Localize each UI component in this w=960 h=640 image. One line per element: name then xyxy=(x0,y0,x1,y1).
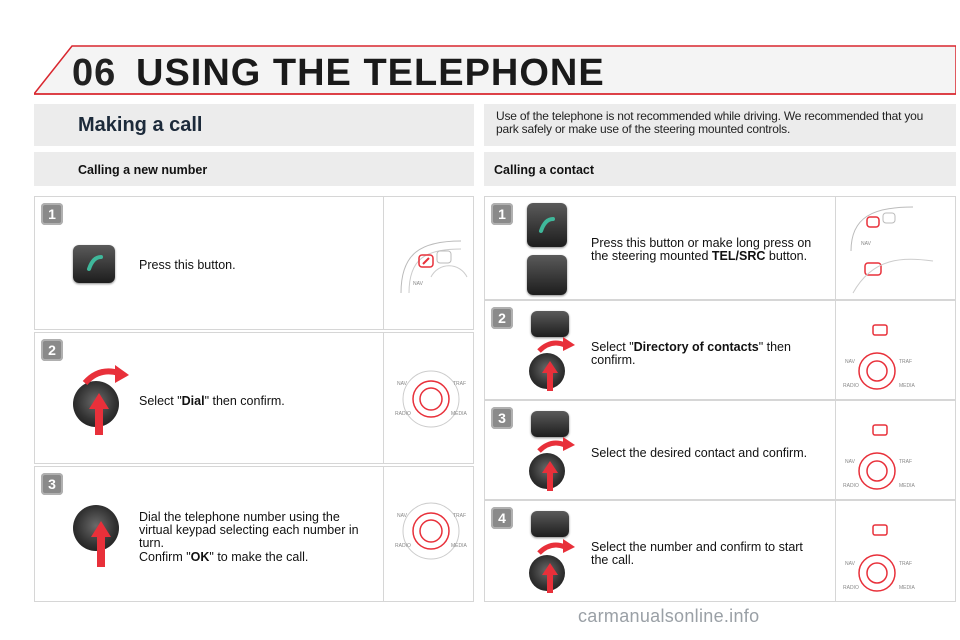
svg-text:TRAF: TRAF xyxy=(899,359,913,365)
rotary-dial-diagram-icon xyxy=(391,363,471,435)
svg-text:MEDIA: MEDIA xyxy=(899,383,915,389)
subsection-title-contact: Calling a contact xyxy=(494,163,595,177)
svg-text:MEDIA: MEDIA xyxy=(899,585,915,591)
left-step-3-panel xyxy=(34,466,474,602)
svg-text:TRAF: TRAF xyxy=(453,381,467,387)
svg-text:TRAF: TRAF xyxy=(899,459,913,465)
confirm-arrow-icon xyxy=(533,337,579,393)
rotary-dial-diagram-icon xyxy=(843,305,953,399)
left-step-1-panel xyxy=(34,196,474,330)
safety-notice: Use of the telephone is not recommended while driving. We recommended that you park safely or make use of the steering mounted controls. xyxy=(496,109,924,136)
chapter-number: 06 xyxy=(72,52,117,94)
step-text: Press this button. xyxy=(139,258,236,272)
confirm-arrow-icon xyxy=(533,539,579,597)
right-step-1-panel xyxy=(484,196,956,300)
svg-text:NAV: NAV xyxy=(861,241,871,247)
phone-button-icon xyxy=(73,245,115,283)
step-text: Select "Dial" then confirm. xyxy=(139,394,285,408)
svg-text:NAV: NAV xyxy=(845,561,855,567)
rotary-dial-diagram-icon xyxy=(391,495,471,567)
step-number: 3 xyxy=(41,473,63,495)
step-number: 3 xyxy=(491,407,513,429)
phone-button-icon xyxy=(527,203,567,247)
svg-text:NAV: NAV xyxy=(845,459,855,465)
svg-text:RADIO: RADIO xyxy=(843,585,859,591)
svg-text:TRAF: TRAF xyxy=(453,513,467,519)
back-button-icon xyxy=(531,411,569,437)
section-title: Making a call xyxy=(78,114,203,136)
svg-text:TRAF: TRAF xyxy=(899,561,913,567)
left-step-2-panel xyxy=(34,332,474,464)
right-step-3-panel xyxy=(484,400,956,500)
back-button-icon xyxy=(531,311,569,337)
tel-src-button-icon xyxy=(527,255,567,295)
svg-text:RADIO: RADIO xyxy=(843,483,859,489)
svg-text:MEDIA: MEDIA xyxy=(899,483,915,489)
step-number: 2 xyxy=(491,307,513,329)
svg-text:MEDIA: MEDIA xyxy=(451,411,467,417)
confirm-arrow-icon xyxy=(89,509,119,569)
confirm-arrow-icon xyxy=(533,437,579,493)
step-text: Select the desired contact and confirm. xyxy=(591,446,808,460)
svg-text:MEDIA: MEDIA xyxy=(451,543,467,549)
back-button-icon xyxy=(531,511,569,537)
subsection-title-new-number: Calling a new number xyxy=(78,163,208,177)
svg-text:RADIO: RADIO xyxy=(395,411,411,417)
steering-controls-diagram-icon xyxy=(843,201,953,297)
svg-text:RADIO: RADIO xyxy=(395,543,411,549)
step-text: Select "Directory of contacts" then confirm. xyxy=(591,340,791,367)
svg-text:NAV: NAV xyxy=(845,359,855,365)
step-number: 2 xyxy=(41,339,63,361)
rotary-dial-diagram-icon xyxy=(843,505,953,601)
step-number: 1 xyxy=(41,203,63,225)
step-text: Dial the telephone number using the virtual keypad selecting each number in turn. xyxy=(139,510,359,550)
right-step-4-panel xyxy=(484,500,956,602)
dashboard-phone-key-icon xyxy=(391,233,471,303)
rotary-dial-diagram-icon xyxy=(843,405,953,499)
nav-label: NAV xyxy=(413,281,423,287)
svg-text:NAV: NAV xyxy=(397,381,407,387)
step-text: Press this button or make long press on the steering mounted TEL/SRC button. xyxy=(591,236,812,263)
step-number: 1 xyxy=(491,203,513,225)
watermark-text: carmanualsonline.info xyxy=(578,606,760,626)
right-step-2-panel xyxy=(484,300,956,400)
page-title: USING THE TELEPHONE xyxy=(136,52,605,94)
svg-text:RADIO: RADIO xyxy=(843,383,859,389)
step-number: 4 xyxy=(491,507,513,529)
step-text: Select the number and confirm to start the call. xyxy=(591,540,803,567)
svg-text:NAV: NAV xyxy=(397,513,407,519)
confirm-arrow-icon xyxy=(75,363,135,439)
step-text-confirm: Confirm "OK" to make the call. xyxy=(139,550,309,564)
